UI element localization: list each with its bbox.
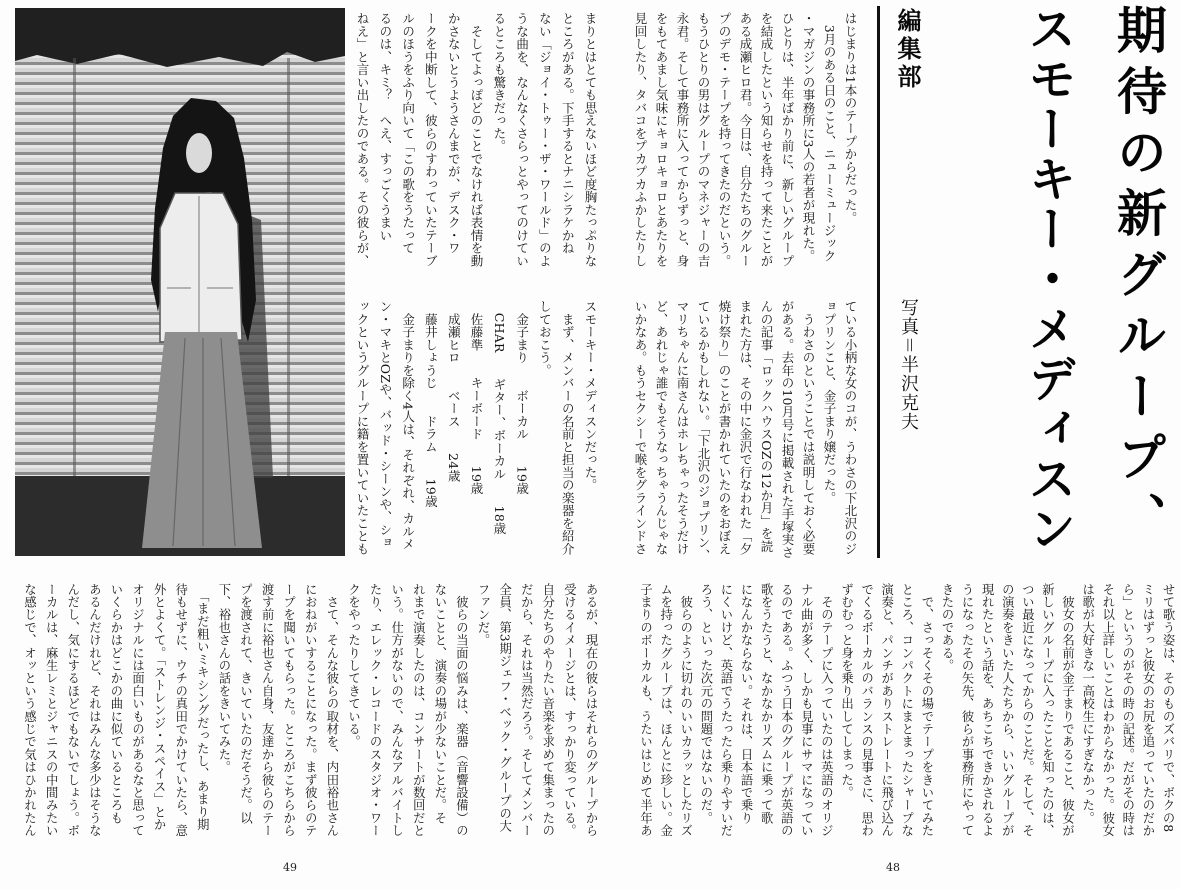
- text-block-p49-lower: [17, 583, 601, 855]
- text-column: は歌が大好きな一高校生にすぎなかった。: [1080, 583, 1095, 825]
- photo-wall-batten: [73, 58, 76, 478]
- text-column: ークを中断して、彼らのすわっていたテーブ: [423, 12, 439, 267]
- text-column: もうひとりの男はグループのマネジャーの吉: [696, 12, 711, 267]
- text-column: ナル曲が多く、しかも見事にサマになってい: [799, 583, 814, 837]
- text-column: でくるボーカルのバランスの見事さに、思わ: [859, 583, 874, 837]
- text-column: ルのほうをふり向いて「この歌をうたって: [400, 12, 416, 255]
- text-column: ている小柄な女のコが、うわさの下北沢のジ: [843, 300, 858, 555]
- text-column: 永君。そして事務所に入ってからずっと、身: [675, 12, 690, 267]
- text-column: んだし、気にするほどでもないでしょう。ボ: [65, 583, 80, 837]
- text-column: あるんだけれど、それはみんな多少はそうな: [87, 583, 102, 837]
- text-column: マリちゃんに南さんはホレちゃったそうだけ: [675, 300, 690, 555]
- text-column: の演奏をきいた人たちから、いいグループが: [1000, 583, 1015, 837]
- text-column: 子まりのボーカルも、うたいはじめて半年あ: [638, 583, 653, 837]
- text-column: 彼らの当面の悩みは、楽器（音響設備）の: [454, 583, 469, 837]
- text-block-p49-upper: [350, 12, 601, 286]
- text-column: ているかもしれない。「下北沢のジョプリン、: [696, 300, 711, 562]
- text-column: 彼女の名前が金子まりであること、彼女が: [1060, 583, 1075, 837]
- text-column: かさないとうようさんまでが、デスク・ワ: [446, 12, 462, 255]
- text-column: ープを聞いてもらった。ところがこちらから: [281, 583, 296, 837]
- article-title-line-1: 期待の新グループ、: [1109, 4, 1167, 553]
- text-column: をもてあまし気味にキョロキョロとあたりを: [654, 12, 669, 267]
- text-column: な感じで、オッという感じで気はひかれたん: [22, 583, 37, 837]
- text-column: つい最近になってからのことだ。そして、そ: [1020, 583, 1035, 837]
- text-column: まれた方は、その中に金沢で行なわれた「夕: [738, 300, 753, 555]
- text-column: まりとはとても思えないほど度胸たっぷりな: [583, 12, 598, 267]
- text-column: しておこう。: [537, 300, 553, 377]
- text-column: スモーキー・メディスンだった。: [583, 300, 598, 492]
- text-column: オリジナルには面白いものがあるなと思って: [130, 583, 145, 837]
- text-column: うわさのということでは説明しておく必要: [801, 300, 816, 555]
- text-block-p49-middle: [350, 300, 601, 574]
- photo-roof-shadow: [15, 8, 345, 67]
- photo-wall-batten: [287, 58, 290, 478]
- text-column: 演奏と、パンチがありストレートに飛び込ん: [879, 583, 894, 837]
- article-title-line-2: スモーキー・メディスン: [1020, 4, 1076, 554]
- text-column: ないことと、演奏の場が少ないことだ。そ: [432, 583, 447, 825]
- text-column: それ以上詳しいことはわからなかった。彼女: [1100, 583, 1115, 837]
- text-column: るのである。ふつう日本のグループが英語の: [779, 583, 794, 837]
- text-column: いくらかはどこかの曲に似ているところも: [108, 583, 123, 825]
- text-column: ・マガジンの事務所に3人の若者が現れた。: [801, 12, 816, 263]
- text-column: ン・マキとOZや、バッド・シーンや、ショ: [377, 300, 393, 549]
- photo-credit: 写真＝半沢克夫: [898, 298, 919, 431]
- band-photo-drawing: [15, 8, 345, 556]
- text-column: 3月のある日のこと、ニューミュージック: [822, 12, 837, 263]
- text-column: 金子まりを除く4人は、それぞれ、カルメ: [400, 300, 416, 551]
- text-column: うな曲を、なんなくさらっとやってのけてい: [514, 12, 530, 267]
- text-column: ら」というのがその時の記述。だがその時は: [1120, 583, 1135, 837]
- text-column: あるが、現在の彼らはそれらのグループから: [584, 583, 598, 837]
- text-column: まず、メンバーの名前と担当の楽器を紹介: [560, 300, 576, 555]
- text-block-p48-lower: [635, 583, 1178, 855]
- text-column: きたのである。: [939, 583, 954, 672]
- text-column: ろう、といった次元の問題ではないのだ。: [698, 583, 713, 825]
- text-column: 焼け祭り」のことが書かれていたのをおぼえ: [717, 300, 732, 555]
- text-column: 「まだ粗いミキシングだったし、あまり期: [195, 583, 210, 831]
- text-column: 佐藤準 キーボード 19歳: [469, 300, 485, 495]
- text-column: そしてよっぽどのことでなければ表情を動: [469, 12, 485, 267]
- text-column: ョプリンこと、金子まり嬢だった。: [822, 300, 837, 504]
- text-column: ねえ」と言い出したのである。その彼らが、: [355, 12, 371, 267]
- text-column: ムを持ったグループは、ほんとに珍しい。金: [658, 583, 673, 837]
- text-column: ファンだ。: [476, 583, 491, 647]
- text-column: るところも驚きだった。: [491, 12, 507, 153]
- text-column: ところ、コンパクトにまとまったシャープな: [899, 583, 914, 837]
- text-column: 金子まり ボーカル 19歳: [514, 300, 530, 495]
- text-column: 待もせずに、ウチの真田でかけていたら、意: [173, 583, 188, 837]
- text-block-p48-middle: [630, 300, 861, 574]
- text-column: におねがいすることになった。まず彼らのテ: [303, 583, 318, 837]
- text-column: たり、エレック・レコードのスタジオ・ワー: [368, 583, 383, 837]
- text-column: 彼らのように切れのいいカラッとしたリズ: [678, 583, 693, 837]
- text-column: ど、あれじゃ誰でもそうなっちゃうんじゃな: [654, 300, 669, 555]
- text-column: ックというグループに籍を置いていたことも: [355, 300, 371, 555]
- text-column: を結成したという知らせを持って来たことが: [759, 12, 774, 267]
- text-column: さて、そんな彼らの取材を、内田裕也さん: [324, 583, 339, 837]
- text-column: れまで演奏したのは、コンサートが数回だと: [411, 583, 426, 837]
- text-column: になんかならない。それは、日本語で乗り: [739, 583, 754, 825]
- text-column: プを渡されて、きいていたのだそうだ。以: [238, 583, 253, 825]
- band-photo: [15, 8, 345, 556]
- text-column: ーカルは、麻生レミとジャニスの中間みたい: [44, 583, 59, 837]
- page-number-48: 48: [886, 861, 900, 874]
- text-column: 全員、第3期ジェフ・ベック・グループの大: [497, 583, 512, 833]
- text-column: だから、それは当然だろう。そしてメンバー: [519, 583, 534, 837]
- text-column: ところがある。下手するとナニシラケかね: [560, 12, 576, 255]
- page-number-49: 49: [283, 861, 297, 874]
- vertical-rule: [877, 6, 880, 558]
- text-column: で、さっそくその場でテープをきいてみた: [919, 583, 934, 837]
- text-column: んの記事「ロックハウスOZの12か月」を読: [759, 300, 774, 553]
- text-column: 藤井しょうじ ドラム 19歳: [423, 300, 439, 508]
- text-column: クをやったりしてきている。: [346, 583, 361, 749]
- text-column: うになったその矢先、彼らが事務所にやって: [960, 583, 975, 837]
- text-column: CHAR ギター、ボーカル 18歳: [491, 300, 507, 535]
- text-column: にくいけど、英語でうたったら乗りやすいだ: [718, 583, 733, 837]
- text-column: ない「ジョイ・トゥー・ザ・ワールド」のよ: [537, 12, 553, 267]
- text-column: 成瀬ヒロ ベース 24歳: [446, 300, 462, 483]
- text-column: いかなあ。もうセクシーで喉をグラインドさ: [633, 300, 648, 555]
- text-column: せて歌う姿は、そのものズバリで、ボクの8: [1161, 583, 1175, 833]
- text-column: いう。仕方がないので、みんなアルバイトし: [389, 583, 404, 837]
- text-column: 受けるイメージとは、すっかり変っている。: [562, 583, 577, 837]
- photo-figure-jacket: [160, 193, 242, 342]
- text-column: 外とよくて。「ストレンジ・スペイス」とか: [152, 583, 167, 831]
- byline-editor: 編集部: [893, 8, 921, 92]
- text-column: 現れたという話を、あちこちできかされるよ: [980, 583, 995, 837]
- text-column: はじまりは1本のテープからだった。: [843, 12, 858, 225]
- text-column: 渡す前に裕也さん自身、友達から彼らのテー: [260, 583, 275, 837]
- text-column: ひとりは、半年ばかり前に、新しいグループ: [780, 12, 795, 267]
- text-column: がある。去年の10月号に掲載された手塚実さ: [780, 300, 795, 559]
- text-column: 自分たちのやりたい音楽を求めて集まったの: [540, 583, 555, 837]
- text-column: ずむむっと身を乗り出してしまった。: [839, 583, 854, 799]
- text-column: るのは、キミ？ へえ、すっごくうまい: [377, 12, 393, 242]
- text-column: 下、裕也さんの話をきいてみた。: [216, 583, 231, 774]
- text-column: プのデモ・テープを持ってきたのだという。: [717, 12, 732, 267]
- text-column: ミリはずっと彼女のお尻を追っていたのだか: [1140, 583, 1155, 837]
- photo-figure-face: [186, 133, 212, 173]
- text-column: そのテープに入っていたのは英語のオリジ: [819, 583, 834, 837]
- text-column: 新しいグループに入ったことを知ったのは、: [1040, 583, 1055, 837]
- text-block-p48-upper: [630, 12, 861, 286]
- text-column: 歌をうたうと、なかなかリズムに乗って歌: [759, 583, 774, 825]
- text-column: ある成瀬ヒロ君。今日は、自分たちのグルー: [738, 12, 753, 267]
- text-column: 見回したり、タバコをプカプカふかしたりし: [633, 12, 648, 267]
